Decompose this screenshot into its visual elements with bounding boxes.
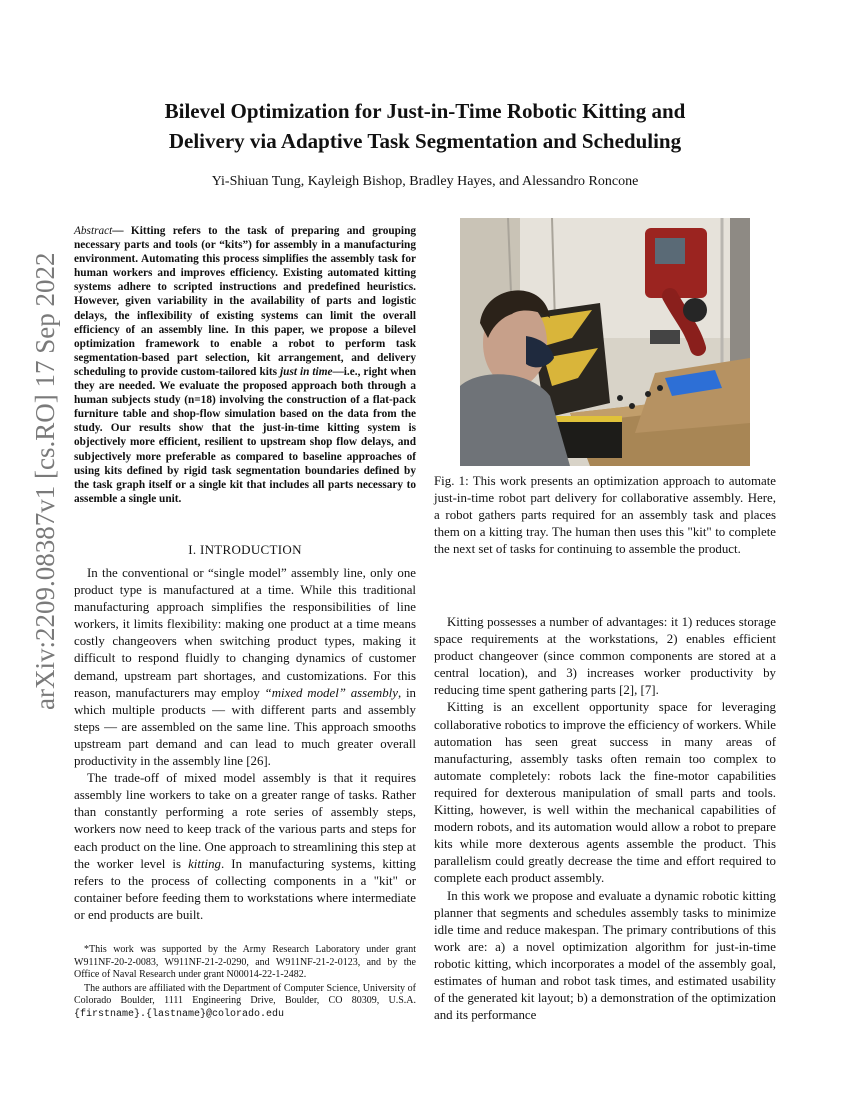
title-line-2: Delivery via Adaptive Task Segmentation and Scheduling bbox=[168, 129, 682, 153]
intro-paragraph-1 bbox=[74, 565, 416, 770]
footnote-affiliation bbox=[74, 983, 416, 1022]
right-column-body bbox=[434, 614, 776, 1024]
abstract-text-a: — Kitting refers to the task of preparing and grouping necessary parts and tools (or “kits”) for assembly in a manufacturing environment. Automating this process simplifies the assembly task for human workers and improves efficiency. Existing automated kitting systems adhere to scripted instructions and predefined heuristics. However, given variability in the availability of parts and logistic delays, the inflexibility of existing systems can limit the overall efficiency of an assembly line. In this paper, we propose a bilevel optimization framework to enable a robot to perform task segmentation-based part selection, kit arrangement, and delivery scheduling to provide custom-tailored kits bbox=[74, 225, 416, 378]
footnotes bbox=[74, 944, 416, 1023]
arxiv-stamp: arXiv:2209.08387v1 [cs.RO] 17 Sep 2022 bbox=[30, 252, 60, 710]
intro-p2-text-b: . In manufacturing systems, kitting refers to the process of collecting components in a "kit" or container before feeding them to workstations where intermediate or end products are built. bbox=[74, 856, 416, 922]
footnote-email: {firstname}.{lastname}@colorado.edu bbox=[74, 1008, 285, 1020]
footnote-affiliation-text: The authors are affiliated with the Department of Computer Science, University of Colorado Boulder, 1111 Engineering Drive, Boulder, CO 80309, U.S.A. bbox=[74, 982, 416, 1007]
right-paragraph-1: Kitting possesses a number of advantages: it 1) reduces storage space requirements at the workstations, 2) enables efficient product changeover (since common components are stored at a central location), and 3) increases worker productivity by reducing time spent gathering parts [2], [7]. bbox=[434, 615, 776, 698]
figure-caption: Fig. 1: This work presents an optimization approach to automate just-in-time robot part delivery for collaborative assembly. Here, a robot gathers parts required for an assembly task and places them on a kitting tray. The human then uses this "kit" to complete the next set of tasks for continuing to assemble the product. bbox=[434, 474, 776, 557]
intro-paragraph-2 bbox=[74, 770, 416, 924]
footnote-funding: *This work was supported by the Army Research Laboratory under grant W911NF-20-2-0083, W911NF-21-2-0290, and W911NF-21-2-0123, and by the Office of Naval Research under grant N00014-22-1-2482. bbox=[74, 944, 416, 981]
abstract-emphasis: just in time bbox=[280, 365, 333, 378]
abstract-label: Abstract bbox=[74, 225, 113, 237]
right-paragraph-2: Kitting is an excellent opportunity space for leveraging collaborative robotics to improve the efficiency of workers. While automation has seen great success in many areas of manufacturing, assembly tasks often remain too complex to automate completely: robots lack the fine-motor capabilities required for dexterous manipulation of small parts and tools. Kitting, however, is well within the mechanical capabilities of modern robots, and its automation would allow a robot to prepare kits while more dexterous agents assemble the product. This parallelism could greatly decrease the time and effort required to complete each product assembly. bbox=[434, 700, 776, 886]
robot-kitting-illustration bbox=[460, 218, 750, 466]
section-heading-introduction: I. INTRODUCTION bbox=[188, 542, 302, 557]
intro-p1-text-b: , in which multiple products — with different parts and assembly steps — are assembled on the same line. This approach smooths upstream part demand and can lead to much greater overall productivity in the assembly line [26]. bbox=[74, 685, 416, 769]
right-paragraph-3: In this work we propose and evaluate a dynamic robotic kitting planner that segments and schedules assembly tasks to minimize idle time and reduce makespan. The primary contributions of this work are: a) a novel optimization algorithm for just-in-time robotic kitting, which incorporates a model of the assembly goal, estimates of human and robot task times, and estimated usability of the generated kit layout; b) a demonstration of the optimization and its performance bbox=[434, 888, 776, 1023]
title-line-1: Bilevel Optimization for Just-in-Time Robotic Kitting and bbox=[164, 99, 686, 123]
introduction-body bbox=[74, 565, 416, 924]
intro-p2-emphasis: kitting bbox=[188, 856, 222, 871]
abstract-text-b: —i.e., right when they are needed. We evaluate the proposed approach both through a human subjects study (n=18) involving the construction of a flat-pack furniture table and shop-flow simulation based on the data from the study. Our results show that the just-in-time kitting system is objectively more efficient, resilient to upstream shop flow delays, and subjectively more preferable as compared to baseline approaches of using kits defined by rigid task segmentation boundaries defined by the task graph itself or a single kit that includes all parts necessary to assemble a single unit. bbox=[74, 365, 417, 505]
figure-robot-kitting-photo bbox=[460, 218, 750, 466]
abstract bbox=[74, 224, 416, 506]
intro-p2-text-a: The trade-off of mixed model assembly is that it requires assembly line workers to take on a greater range of tasks. Rather than constantly performing a rote series of assembly steps, workers now need to keep track of the various parts and steps for each product on the line. One approach to streamlining this step at the worker level is bbox=[74, 771, 416, 871]
intro-p1-text-a: In the conventional or “single model” assembly line, only one product type is manufactured at a time. While this traditional manufacturing approach simplifies the responsibilities of line workers, it limits flexibility: making one product at a time means costly changeovers when switching product types, making it difficult to respond fluidly to changing dynamics of customer demand, upstream part shortages, and customizations. For this reason, manufacturers may employ bbox=[74, 566, 416, 700]
author-list: Yi-Shiuan Tung, Kayleigh Bishop, Bradley Hayes, and Alessandro Roncone bbox=[211, 174, 639, 189]
paper-title bbox=[90, 96, 760, 156]
intro-p1-emphasis: “mixed model” assembly bbox=[264, 685, 398, 700]
